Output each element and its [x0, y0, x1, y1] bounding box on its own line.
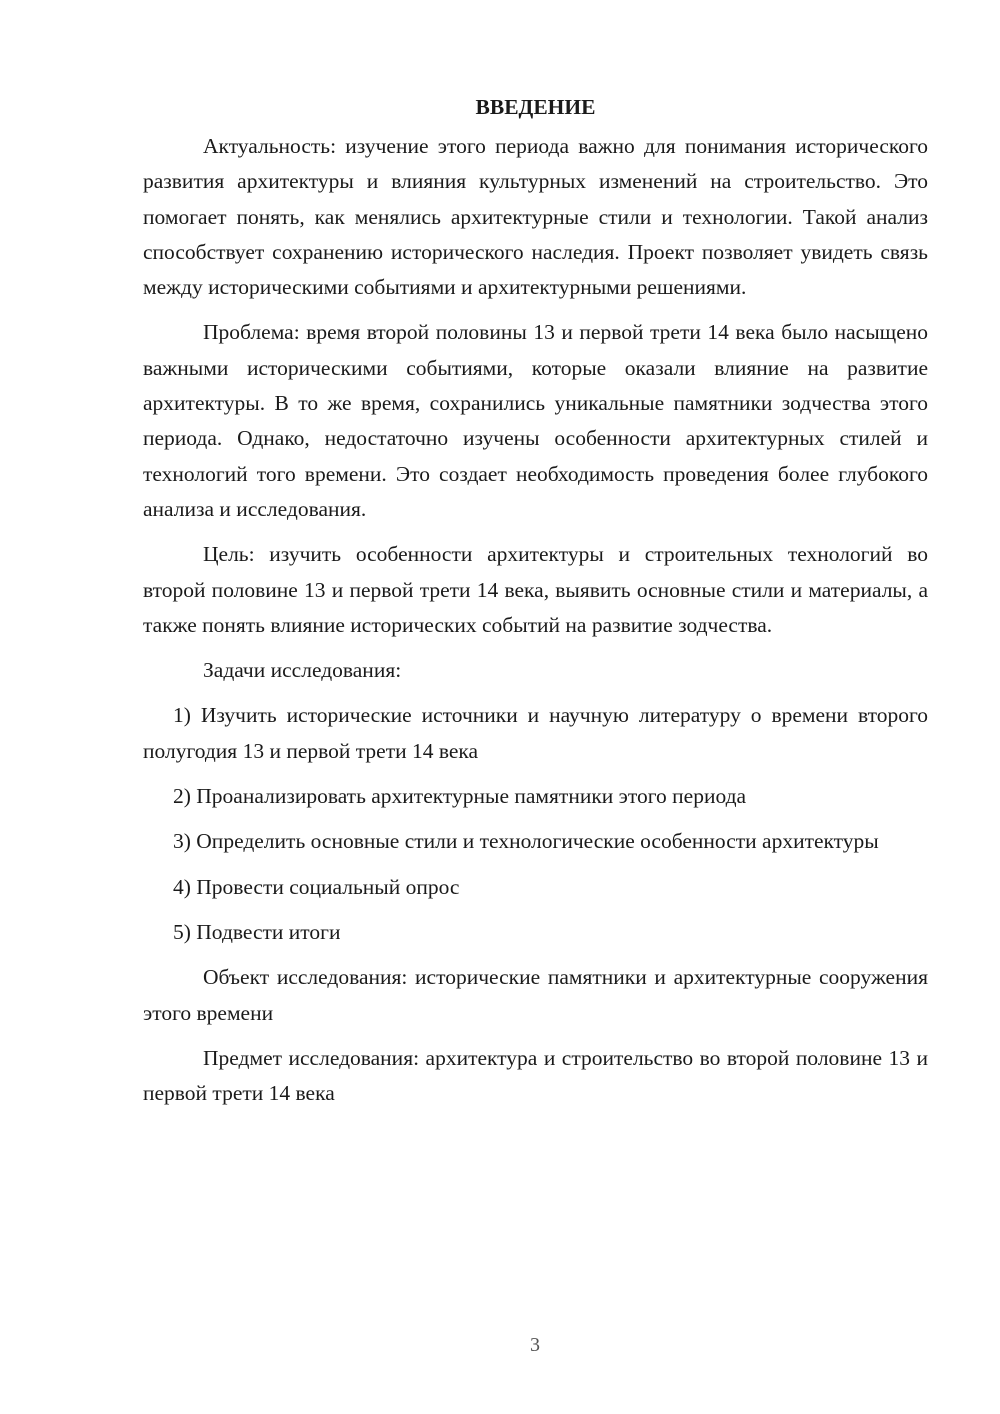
task-item: 3) Определить основные стили и технологические особенности архитектуры	[173, 829, 879, 854]
paragraph-goal: Цель: изучить особенности архитектуры и строительных технологий во второй половине 13 и первой трети 14 века, выявить основные стили и материалы, а также понять влияние исторических событий на развитие зодчества.	[143, 542, 928, 637]
task-item: 2) Проанализировать архитектурные памятники этого периода	[173, 784, 747, 809]
page-number: 3	[530, 1334, 540, 1356]
task-item: 1) Изучить исторические источники и научную литературу о времени второго полугодия 13 и первой трети 14 века	[143, 703, 928, 763]
document-page	[143, 90, 928, 1121]
task-item: 5) Подвести итоги	[173, 919, 341, 944]
tasks-heading: Задачи исследования:	[203, 658, 402, 683]
paragraph-problem: Проблема: время второй половины 13 и первой трети 14 века было насыщено важными историческими событиями, которые оказали влияние на развитие архитектуры. В то же время, сохранились уникальные памятники зодчества этого периода. Однако, недостаточно изучены особенности архитектурных стилей и технологий того времени. Это создает необходимость проведения более глубокого анализа и исследования.	[143, 320, 928, 521]
section-title: ВВЕДЕНИЕ	[475, 95, 596, 119]
paragraph-subject: Предмет исследования: архитектура и строительство во второй половине 13 и первой трети 14 века	[143, 1045, 928, 1106]
task-item: 4) Провести социальный опрос	[173, 874, 460, 899]
paragraph-relevance: Актуальность: изучение этого периода важно для понимания исторического развития архитектуры и влияния культурных изменений на строительство. Это помогает понять, как менялись архитектурные стили и технологии. Такой анализ способствует сохранению исторического наследия. Проект позволяет увидеть связь между историческими событиями и архитектурными решениями.	[143, 134, 928, 300]
paragraph-object: Объект исследования: исторические памятники и архитектурные сооружения этого времени	[143, 965, 928, 1025]
